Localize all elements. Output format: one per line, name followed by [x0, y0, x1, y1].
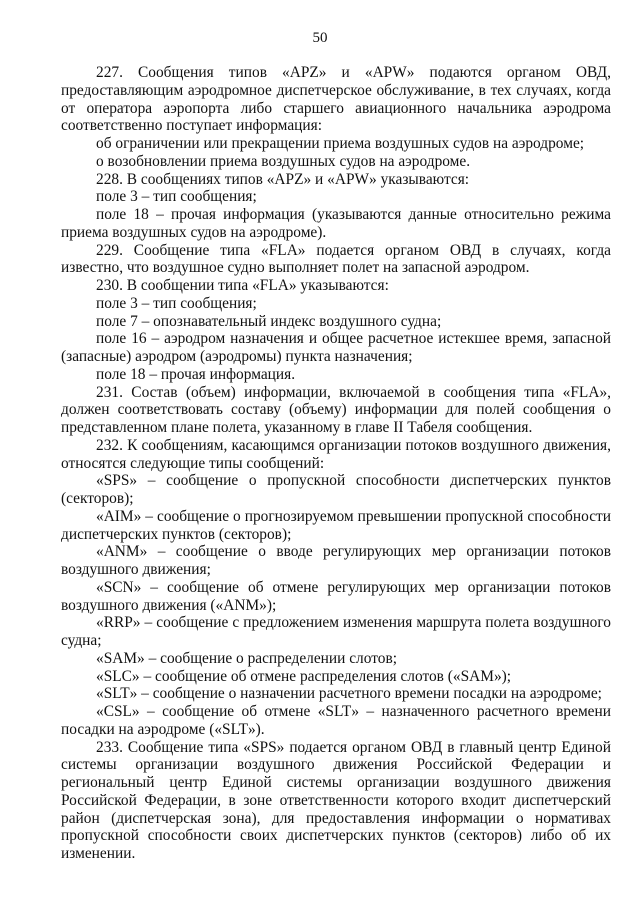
paragraph-228: 228. В сообщениях типов «APZ» и «APW» указываются:: [96, 170, 470, 188]
paragraph-230-field-18: поле 18 – прочая информация.: [96, 365, 296, 383]
paragraph-232: 232. К сообщениям, касающимся организации потоков воздушного движения, относятся следующие типы сообщений:: [61, 436, 611, 472]
paragraph-228-field-3: поле 3 – тип сообщения;: [96, 188, 257, 206]
paragraph-227-item-2: о возобновлении приема воздушных судов на аэродроме.: [96, 152, 471, 170]
paragraph-229: 229. Сообщение типа «FLA» подается органом ОВД в случаях, когда известно, что воздушное судно выполняет полет на запасной аэродром.: [61, 241, 611, 277]
paragraph-230-field-3: поле 3 – тип сообщения;: [96, 294, 257, 312]
message-type-sps: «SPS» – сообщение о пропускной способности диспетчерских пунктов (секторов);: [61, 472, 611, 507]
message-type-csl: «CSL» – сообщение об отмене «SLT» – назначенного расчетного времени посадки на аэродроме («SLT»).: [61, 703, 611, 738]
paragraph-227: 227. Сообщения типов «APZ» и «APW» подаются органом ОВД, предоставляющим аэродромное диспетчерское обслуживание, в тех случаях, когда от оператора аэропорта либо старшего авиационного начальника аэродрома соответственно поступает информация:: [61, 64, 611, 135]
message-type-rrp: «RRP» – сообщение с предложением изменения маршрута полета воздушного судна;: [61, 614, 611, 649]
paragraph-228-field-18: поле 18 – прочая информация (указываются данные относительно режима приема воздушных судов на аэродроме).: [61, 206, 611, 241]
message-type-slt: «SLT» – сообщение о назначении расчетного времени посадки на аэродроме;: [96, 685, 602, 703]
message-type-sam: «SAM» – сообщение о распределении слотов;: [96, 649, 397, 667]
message-type-anm: «ANM» – сообщение о вводе регулирующих мер организации потоков воздушного движения;: [61, 543, 611, 578]
document-body: [61, 64, 611, 863]
message-type-scn: «SCN» – сообщение об отмене регулирующих мер организации потоков воздушного движения («ANM»);: [61, 578, 611, 614]
paragraph-233: 233. Сообщение типа «SPS» подается органом ОВД в главный центр Единой системы организации воздушного движения Российской Федерации и региональный центр Единой системы организации воздушного движения Российской Федерации, в зоне ответственности которого входит диспетчерский район (диспетчерская зона), для предоставления информации о нормативах пропускной способности своих диспетчерских пунктов (секторов) либо об их изменении.: [61, 738, 611, 862]
paragraph-230-field-16: поле 16 – аэродром назначения и общее расчетное истекшее время, запасной (запасные) аэродром (аэродромы) пункта назначения;: [61, 330, 611, 365]
paragraph-230: 230. В сообщении типа «FLA» указываются:: [96, 277, 389, 294]
paragraph-231: 231. Состав (объем) информации, включаемой в сообщения типа «FLA», должен соответствовать составу (объему) информации для полей сообщения о представленном плане полета, указанному в главе II Табеля сообщения.: [61, 383, 611, 436]
message-type-aim: «AIM» – сообщение о прогнозируемом превышении пропускной способности диспетчерских пунктов (секторов);: [61, 507, 611, 543]
page-number: 50: [312, 30, 328, 46]
message-type-slc: «SLC» – сообщение об отмене распределения слотов («SAM»);: [96, 667, 512, 685]
paragraph-227-item-1: об ограничении или прекращении приема воздушных судов на аэродроме;: [96, 135, 585, 152]
paragraph-230-field-7: поле 7 – опознавательный индекс воздушного судна;: [96, 312, 442, 330]
